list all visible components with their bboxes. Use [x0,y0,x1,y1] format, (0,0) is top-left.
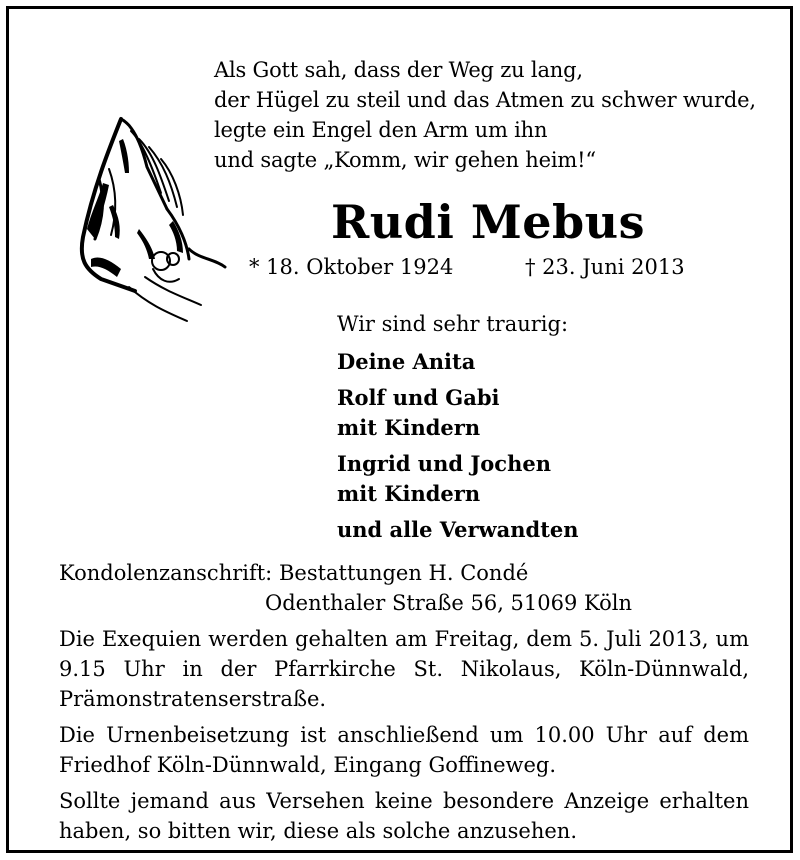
poem-line: und sagte „Komm, wir gehen heim!“ [214,148,596,172]
mourner-line: und alle Verwandten [337,517,579,542]
poem-line: Als Gott sah, dass der Weg zu lang, [214,58,583,82]
birth-date: * 18. Oktober 1924 [249,255,454,279]
praying-hands-icon [69,109,229,324]
service-paragraph: Die Exequien werden gehalten am Freitag, dem 5. Juli 2013, um 9.15 Uhr in der Pfarrkirche St. Nikolaus, Köln-Dünnwald, Prämonstratenserstraße. [59,627,749,711]
memorial-poem [214,55,756,175]
obituary-notice [6,6,793,853]
poem-line: legte ein Engel den Arm um ihn [214,118,548,142]
mourner-line: mit Kindern [337,415,481,440]
death-date: † 23. Juni 2013 [525,255,685,279]
mourner-line: Deine Anita [337,349,476,374]
mourner-group [337,515,579,545]
mourner-line: mit Kindern [337,481,481,506]
poem-line: der Hügel zu steil und das Atmen zu schwer wurde, [214,88,756,112]
mourner-group [337,383,579,443]
burial-paragraph: Die Urnenbeisetzung ist anschließend um 10.00 Uhr auf dem Friedhof Köln-Dünnwald, Eingang Goffineweg. [59,723,749,777]
notice-paragraph: Sollte jemand aus Versehen keine besondere Anzeige erhalten haben, so bitten wir, diese als solche anzusehen. [59,789,749,843]
mourner-line: Ingrid und Jochen [337,451,551,476]
condolence-street: Odenthaler Straße 56, 51069 Köln [265,591,633,615]
mourner-group [337,449,579,509]
mourners-intro: Wir sind sehr traurig: [337,312,569,336]
deceased-name: Rudi Mebus [331,195,646,249]
mourner-line: Rolf und Gabi [337,385,500,410]
condolence-address [59,558,749,588]
mourner-group [337,347,579,377]
service-information [59,558,749,846]
condolence-line: Bestattungen H. Condé [278,561,529,585]
mourners-list [337,309,579,551]
condolence-label: Kondolenzanschrift: [59,561,273,585]
